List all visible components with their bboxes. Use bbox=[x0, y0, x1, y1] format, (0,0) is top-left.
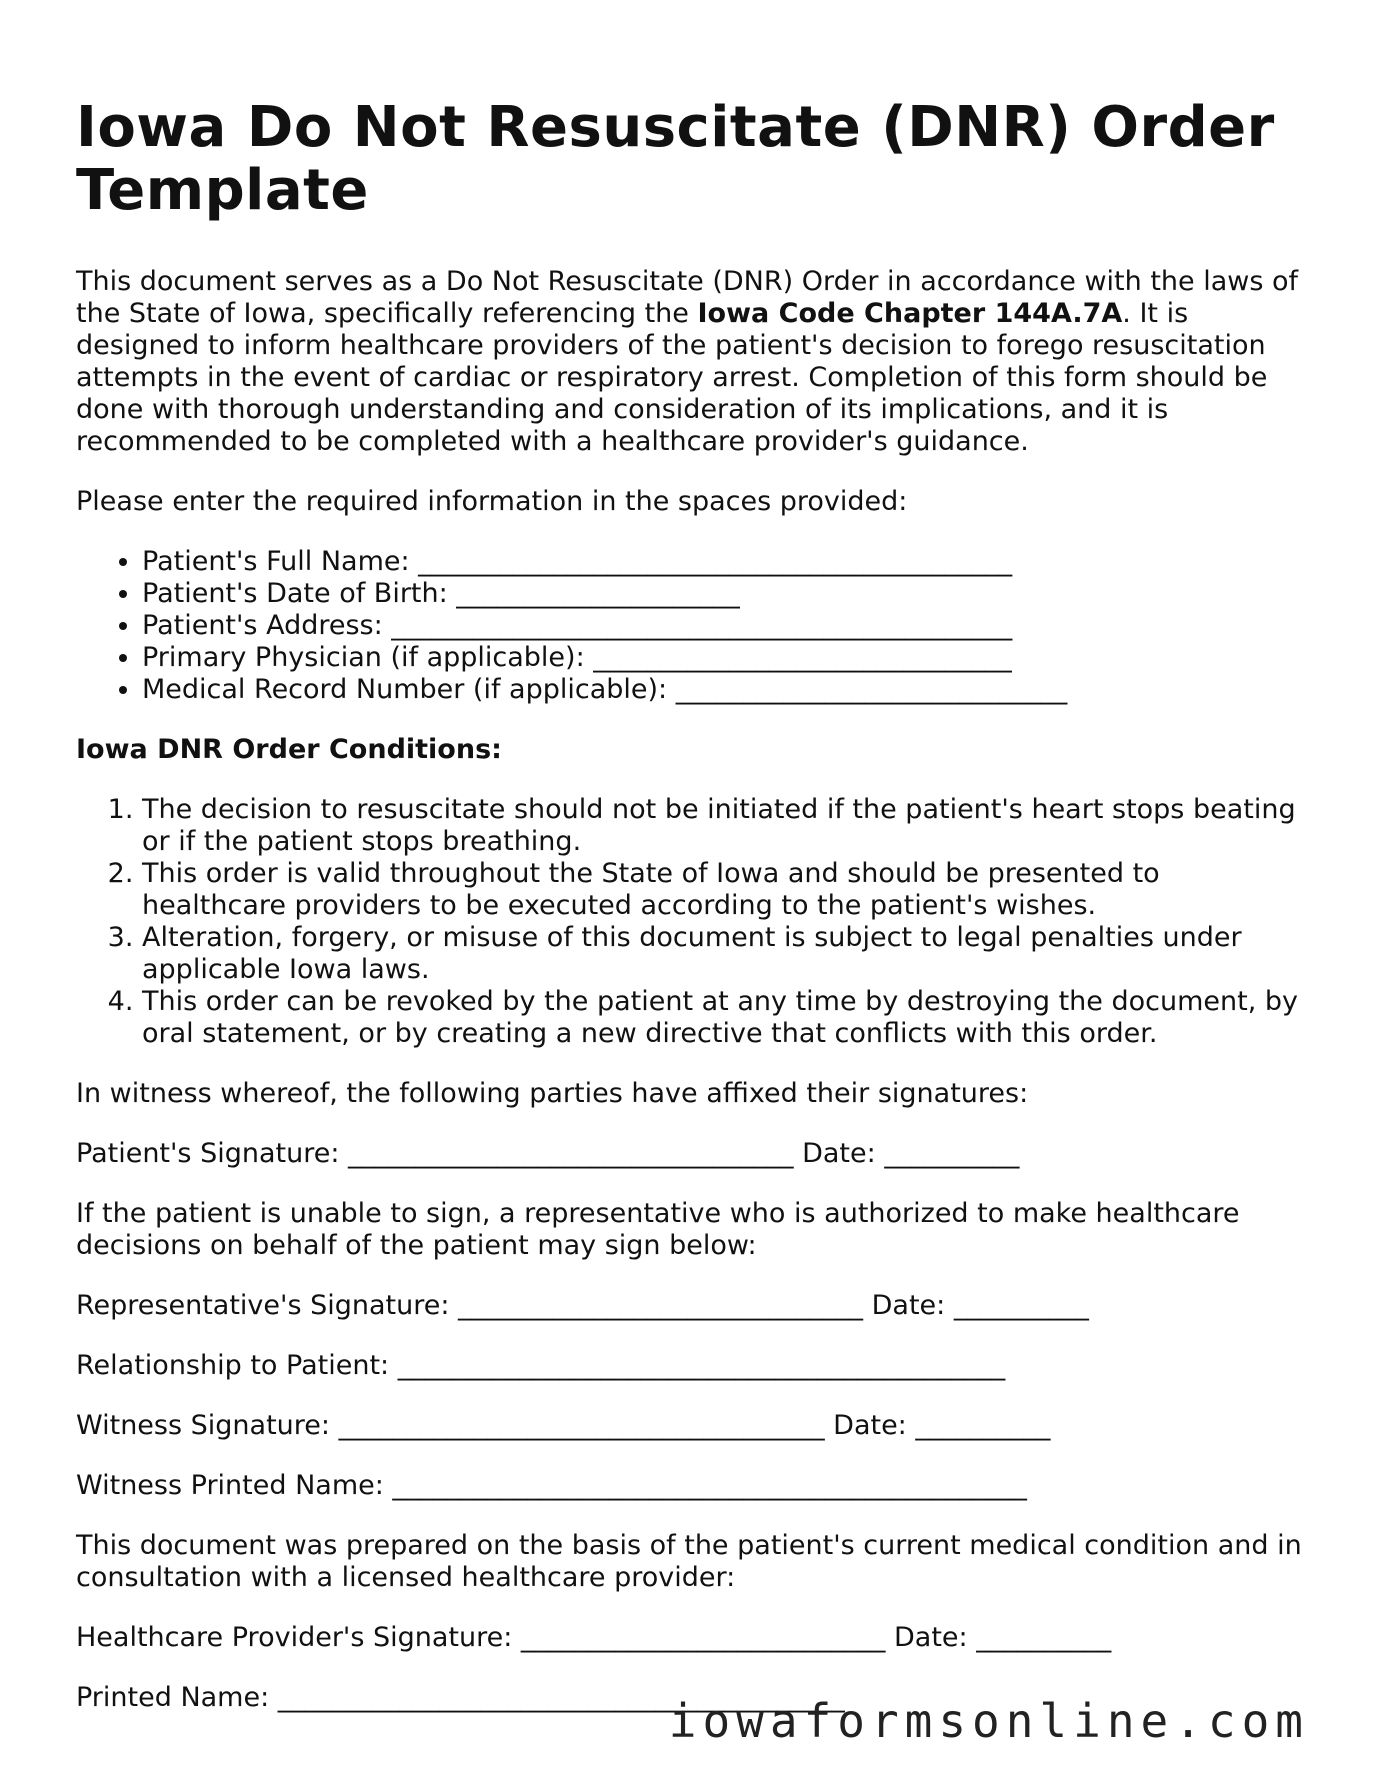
printed-name-field[interactable]: Printed Name: __________________________________________ bbox=[76, 1682, 845, 1713]
witness-printed-name-field[interactable]: Witness Printed Name: _______________________________________________ bbox=[76, 1470, 1027, 1501]
site-watermark: iowaformsonline.com bbox=[668, 1694, 1309, 1748]
representative-intro: If the patient is unable to sign, a representative who is authorized to make healthcare decisions on behalf of the patient may sign below: bbox=[76, 1198, 1240, 1261]
document-title: Iowa Do Not Resuscitate (DNR) Order Template bbox=[76, 95, 1275, 223]
intro-text-end: . It is designed to inform healthcare providers of the patient's decision to forego resuscitation attempts in the event of cardiac or respiratory arrest. Completion of this form should be done with thorough understanding and consideration of its implications, and it is recommended to be completed with a healthcare provider's guidance. bbox=[76, 298, 1268, 457]
intro-paragraph bbox=[76, 266, 1306, 458]
conditions-list bbox=[76, 794, 1306, 1050]
instruction-text: Please enter the required information in the spaces provided: bbox=[76, 486, 908, 517]
patient-signature-field[interactable]: Patient's Signature: _________________________________ Date: __________ bbox=[76, 1138, 1020, 1169]
condition-item: 1. The decision to resuscitate should not be initiated if the patient's heart stops beating or if the patient stops breathing. bbox=[142, 794, 1306, 858]
witness-intro: In witness whereof, the following parties have affixed their signatures: bbox=[76, 1078, 1029, 1109]
field-patient-address[interactable]: • Patient's Address: ______________________________________________ bbox=[142, 610, 1306, 642]
conditions-heading: Iowa DNR Order Conditions: bbox=[76, 734, 502, 765]
field-medical-record-number[interactable]: • Medical Record Number (if applicable): _____________________________ bbox=[142, 674, 1306, 706]
provider-intro: This document was prepared on the basis of the patient's current medical condition and in consultation with a licensed healthcare provider: bbox=[76, 1530, 1302, 1593]
representative-signature-field[interactable]: Representative's Signature: ______________________________ Date: __________ bbox=[76, 1290, 1089, 1321]
field-patient-date-of-birth[interactable]: • Patient's Date of Birth: _____________________ bbox=[142, 578, 1306, 610]
witness-signature-field[interactable]: Witness Signature: ____________________________________ Date: __________ bbox=[76, 1410, 1051, 1441]
provider-signature-field[interactable]: Healthcare Provider's Signature: ___________________________ Date: __________ bbox=[76, 1622, 1112, 1653]
intro-code-reference: Iowa Code Chapter 144A.7A bbox=[697, 298, 1123, 329]
field-primary-physician[interactable]: • Primary Physician (if applicable): _______________________________ bbox=[142, 642, 1306, 674]
document-page bbox=[76, 96, 1306, 1742]
patient-fields-list bbox=[76, 546, 1306, 706]
condition-item: 4. This order can be revoked by the patient at any time by destroying the document, by oral statement, or by creating a new directive that conflicts with this order. bbox=[142, 986, 1306, 1050]
condition-item: 2. This order is valid throughout the State of Iowa and should be presented to healthcare providers to be executed according to the patient's wishes. bbox=[142, 858, 1306, 922]
relationship-field[interactable]: Relationship to Patient: _____________________________________________ bbox=[76, 1350, 1006, 1381]
intro-text-start: This document serves as a Do Not Resuscitate (DNR) Order in accordance with the laws of the State of Iowa, specifically referencing the bbox=[76, 266, 1299, 329]
condition-item: 3. Alteration, forgery, or misuse of this document is subject to legal penalties under applicable Iowa laws. bbox=[142, 922, 1306, 986]
field-patient-full-name[interactable]: • Patient's Full Name: ____________________________________________ bbox=[142, 546, 1306, 578]
